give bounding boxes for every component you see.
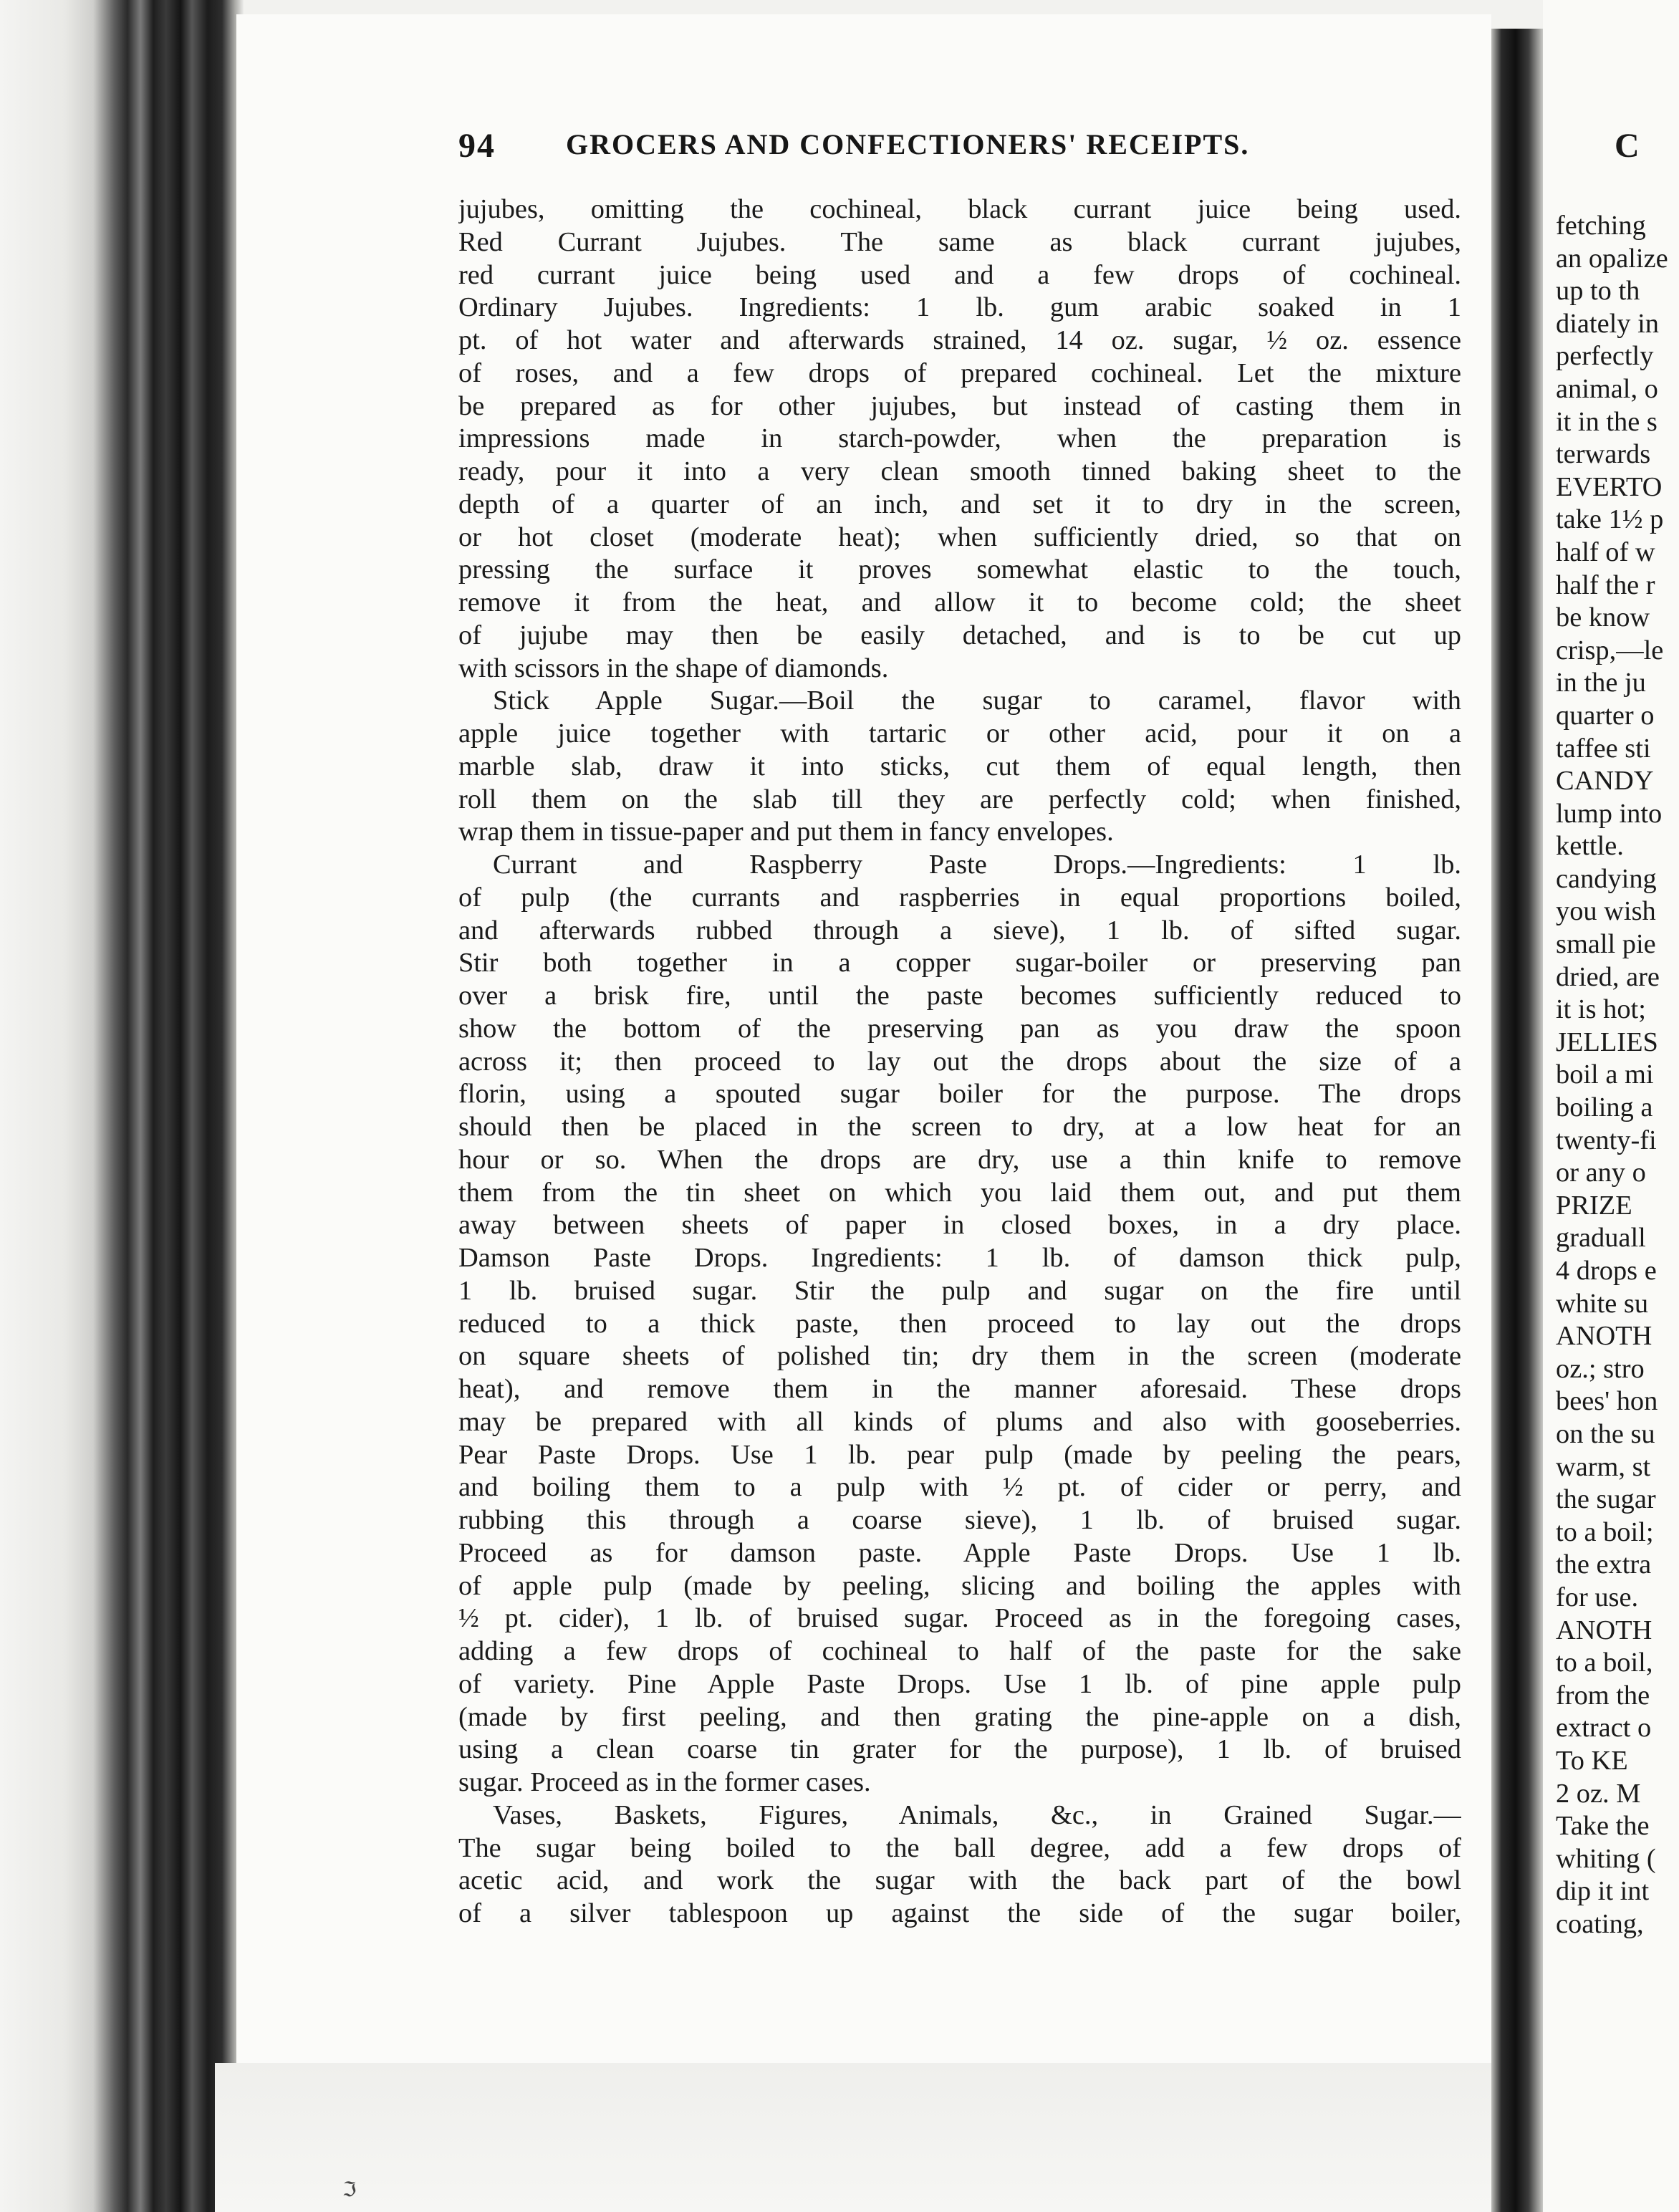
text-line: Ordinary Jujubes. Ingredients: 1 lb. gum arabic soaked in 1 — [458, 292, 1461, 323]
facing-text-line: 2 oz. M — [1556, 1778, 1641, 1809]
text-line: marble slab, draw it into sticks, cut them of equal length, then — [458, 751, 1461, 782]
text-line: remove it from the heat, and allow it to become cold; the sheet — [458, 587, 1461, 617]
facing-text-line: perfectly — [1556, 341, 1654, 372]
facing-text-line: on the su — [1556, 1418, 1655, 1449]
facing-text-line: candying — [1556, 863, 1657, 894]
text-line: be prepared as for other jujubes, but instead of casting them in — [458, 390, 1461, 421]
facing-text-line: an opalize — [1556, 243, 1668, 274]
facing-text-line: boiling a — [1556, 1092, 1653, 1123]
facing-text-line: to a boil, — [1556, 1648, 1653, 1678]
text-line: rubbing this through a coarse sieve), 1 lb. of bruised sugar. — [458, 1505, 1461, 1535]
text-line: impressions made in starch-powder, when the preparation is — [458, 423, 1461, 454]
facing-text-line: JELLIES — [1556, 1026, 1658, 1057]
text-line: of apple pulp (made by peeling, slicing and boiling the apples with — [458, 1570, 1461, 1601]
facing-text-line: crisp,—le — [1556, 635, 1664, 665]
facing-text-line: or any o — [1556, 1158, 1646, 1188]
text-line: heat), and remove them in the manner aforesaid. These drops — [458, 1374, 1461, 1404]
facing-text-line: you wish — [1556, 896, 1656, 927]
facing-text-line: kettle. — [1556, 831, 1624, 862]
text-line: Pear Paste Drops. Use 1 lb. pear pulp (made by peeling the pears, — [458, 1439, 1461, 1470]
facing-text-line: animal, o — [1556, 373, 1658, 404]
text-line: over a brisk fire, until the paste becomes sufficiently reduced to — [458, 981, 1461, 1011]
text-line: jujubes, omitting the cochineal, black currant juice being used. — [458, 194, 1461, 224]
text-line: ½ pt. cider), 1 lb. of bruised sugar. Proceed as in the foregoing cases, — [458, 1603, 1461, 1634]
facing-text-line: the sugar — [1556, 1484, 1656, 1515]
facing-text-line: for use. — [1556, 1582, 1639, 1612]
text-line: The sugar being boiled to the ball degree, add a few drops of — [458, 1832, 1461, 1863]
facing-text-line: To KE — [1556, 1745, 1628, 1776]
facing-text-line: diately in — [1556, 308, 1659, 339]
facing-text-line: graduall — [1556, 1223, 1646, 1254]
facing-text-line: the extra — [1556, 1549, 1652, 1580]
text-line: pressing the surface it proves somewhat elastic to the touch, — [458, 554, 1461, 585]
text-line: pt. of hot water and afterwards strained, 14 oz. sugar, ½ oz. essence — [458, 325, 1461, 355]
facing-text-line: half the r — [1556, 569, 1655, 600]
book-gutter — [1491, 29, 1543, 2212]
facing-text-line: oz.; stro — [1556, 1353, 1645, 1384]
text-line: roll them on the slab till they are perfectly cold; when finished, — [458, 784, 1461, 814]
facing-text-line: ANOTH — [1556, 1615, 1652, 1645]
text-line: hour or so. When the drops are dry, use a thin knife to remove — [458, 1144, 1461, 1175]
scan-margin-bottom — [215, 2063, 1533, 2212]
text-line: Stick Apple Sugar.—Boil the sugar to caramel, flavor with — [493, 686, 1461, 716]
text-line: show the bottom of the preserving pan as you draw the spoon — [458, 1013, 1461, 1044]
text-line: Currant and Raspberry Paste Drops.—Ingredients: 1 lb. — [493, 850, 1461, 880]
running-title: GROCERS AND CONFECTIONERS' RECEIPTS. — [566, 128, 1250, 160]
text-line: may be prepared with all kinds of plums and also with gooseberries. — [458, 1406, 1461, 1437]
facing-text-line: coating, — [1556, 1908, 1644, 1939]
facing-text-line: 4 drops e — [1556, 1256, 1657, 1286]
text-line: should then be placed in the screen to dry, at a low heat for an — [458, 1112, 1461, 1142]
text-line: of pulp (the currants and raspberries in equal proportions boiled, — [458, 882, 1461, 913]
text-line: them from the tin sheet on which you laid them out, and put them — [458, 1177, 1461, 1208]
facing-text-line: to a boil; — [1556, 1516, 1654, 1547]
text-line: acetic acid, and work the sugar with the back part of the bowl — [458, 1865, 1461, 1896]
text-line: using a clean coarse tin grater for the purpose), 1 lb. of bruised — [458, 1734, 1461, 1765]
text-line: ready, pour it into a very clean smooth tinned baking sheet to the — [458, 456, 1461, 486]
text-line: apple juice together with tartaric or other acid, pour it on a — [458, 718, 1461, 749]
text-line: or hot closet (moderate heat); when sufficiently dried, so that on — [458, 521, 1461, 552]
text-line: sugar. Proceed as in the former cases. — [458, 1767, 871, 1797]
text-line: Proceed as for damson paste. Apple Paste Drops. Use 1 lb. — [458, 1537, 1461, 1568]
text-line: and boiling them to a pulp with ½ pt. of cider or perry, and — [458, 1472, 1461, 1503]
facing-text-line: twenty-fi — [1556, 1125, 1657, 1155]
recipe-text-column — [458, 193, 1461, 1930]
text-line: away between sheets of paper in closed boxes, in a dry place. — [458, 1210, 1461, 1241]
text-line: on square sheets of polished tin; dry them in the screen (moderate — [458, 1341, 1461, 1372]
facing-text-line: quarter o — [1556, 700, 1655, 731]
text-line: and afterwards rubbed through a sieve), 1 lb. of sifted sugar. — [458, 915, 1461, 946]
scan-artifact-mark: ℑ — [342, 2179, 357, 2201]
facing-text-line: ANOTH — [1556, 1321, 1652, 1352]
text-line: florin, using a spouted sugar boiler for the purpose. The drops — [458, 1079, 1461, 1110]
page-header — [458, 126, 1476, 172]
text-line: Red Currant Jujubes. The same as black currant jujubes, — [458, 226, 1461, 257]
text-line: (made by first peeling, and then grating the pine-apple on a dish, — [458, 1701, 1461, 1732]
text-line: with scissors in the shape of diamonds. — [458, 653, 889, 683]
facing-text-line: be know — [1556, 602, 1650, 633]
facing-text-line: small pie — [1556, 929, 1656, 960]
facing-text-line: white su — [1556, 1288, 1649, 1319]
book-binding-edge — [0, 0, 244, 2212]
facing-text-line: dip it int — [1556, 1876, 1650, 1907]
text-line: red currant juice being used and a few drops of cochineal. — [458, 259, 1461, 290]
facing-text-line: boil a mi — [1556, 1059, 1654, 1090]
facing-page-text-column — [1556, 210, 1679, 1941]
facing-text-line: terwards — [1556, 439, 1651, 470]
page-number: 94 — [458, 127, 496, 165]
facing-text-line: it is hot; — [1556, 994, 1646, 1025]
text-line: 1 lb. bruised sugar. Stir the pulp and sugar on the fire until — [458, 1275, 1461, 1306]
facing-text-line: from the — [1556, 1680, 1650, 1711]
text-line: reduced to a thick paste, then proceed to lay out the drops — [458, 1308, 1461, 1339]
facing-text-line: fetching — [1556, 211, 1646, 241]
facing-text-line: extract o — [1556, 1713, 1652, 1744]
facing-text-line: it in the s — [1556, 406, 1658, 437]
text-line: Vases, Baskets, Figures, Animals, &c., in Grained Sugar.— — [493, 1799, 1461, 1830]
facing-text-line: lump into — [1556, 798, 1663, 829]
facing-text-line: half of w — [1556, 537, 1655, 567]
text-line: wrap them in tissue-paper and put them in fancy envelopes. — [458, 817, 1114, 847]
text-line: across it; then proceed to lay out the drops about the size of a — [458, 1046, 1461, 1077]
text-line: of roses, and a few drops of prepared cochineal. Let the mixture — [458, 357, 1461, 388]
text-line: of variety. Pine Apple Paste Drops. Use 1 lb. of pine apple pulp — [458, 1668, 1461, 1699]
text-line: of a silver tablespoon up against the side of the sugar boiler, — [458, 1898, 1461, 1928]
facing-text-line: dried, are — [1556, 961, 1660, 992]
facing-page-header-fragment: C — [1615, 127, 1640, 165]
facing-text-line: PRIZE — [1556, 1190, 1632, 1221]
text-line: Damson Paste Drops. Ingredients: 1 lb. of damson thick pulp, — [458, 1243, 1461, 1273]
text-line: depth of a quarter of an inch, and set it to dry in the screen, — [458, 489, 1461, 519]
facing-text-line: warm, st — [1556, 1451, 1651, 1482]
facing-text-line: EVERTO — [1556, 471, 1663, 502]
text-line: Stir both together in a copper sugar-boiler or preserving pan — [458, 948, 1461, 978]
text-line: of jujube may then be easily detached, and is to be cut up — [458, 620, 1461, 650]
facing-text-line: whiting ( — [1556, 1843, 1656, 1874]
text-line: adding a few drops of cochineal to half of the paste for the sake — [458, 1636, 1461, 1666]
facing-text-line: taffee sti — [1556, 733, 1651, 764]
facing-text-line: bees' hon — [1556, 1386, 1658, 1417]
facing-text-line: take 1½ p — [1556, 504, 1664, 535]
facing-text-line: up to th — [1556, 276, 1640, 307]
facing-text-line: in the ju — [1556, 668, 1646, 698]
facing-text-line: Take the — [1556, 1811, 1650, 1842]
facing-text-line: CANDY — [1556, 766, 1654, 797]
